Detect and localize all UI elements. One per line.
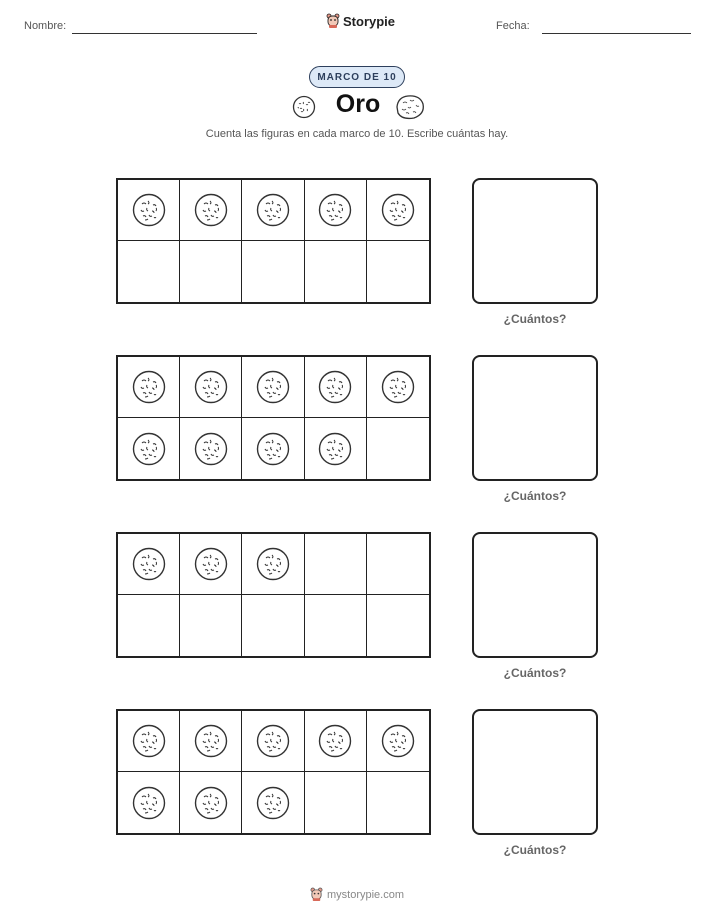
page-title: Oro: [335, 90, 381, 118]
gold-nugget-icon: [256, 193, 290, 227]
ten-frame-cell: [305, 241, 367, 302]
brand-name: Storypie: [343, 13, 396, 29]
gold-nugget-icon: [256, 786, 290, 820]
gold-nugget-icon: [318, 370, 352, 404]
ten-frame-cell: [180, 180, 242, 241]
ten-frame-cell: [242, 772, 304, 833]
answer-label: ¿Cuántos?: [503, 312, 567, 326]
gold-nugget-icon: [194, 724, 228, 758]
ten-frame-cell: [242, 418, 304, 479]
answer-box[interactable]: [472, 709, 598, 835]
gold-nugget-icon: [256, 547, 290, 581]
ten-frame-cell: [242, 534, 304, 595]
gold-nugget-icon: [318, 432, 352, 466]
gold-nugget-icon: [194, 786, 228, 820]
ten-frame-cell: [305, 595, 367, 656]
ten-frame-cell: [118, 357, 180, 418]
brand-logo: [326, 13, 395, 29]
gold-nugget-icon: [256, 724, 290, 758]
gold-nugget-icon: [394, 93, 426, 121]
gold-nugget-icon: [194, 547, 228, 581]
ten-frame-cell: [242, 711, 304, 772]
ten-frame-cell: [367, 772, 429, 833]
storypie-mascot-icon: [310, 887, 323, 902]
ten-frame-cell: [118, 534, 180, 595]
ten-frame-cell: [367, 241, 429, 302]
gold-nugget-icon: [318, 193, 352, 227]
ten-frame-cell: [180, 418, 242, 479]
ten-frame: [116, 355, 431, 481]
ten-frame-cell: [118, 180, 180, 241]
ten-frame-cell: [180, 772, 242, 833]
ten-frame-cell: [367, 711, 429, 772]
answer-box[interactable]: [472, 355, 598, 481]
gold-nugget-icon: [256, 432, 290, 466]
ten-frame-cell: [242, 241, 304, 302]
footer-url: mystorypie.com: [326, 888, 405, 901]
ten-frame-cell: [367, 595, 429, 656]
gold-nugget-icon: [132, 193, 166, 227]
ten-frame-cell: [118, 241, 180, 302]
ten-frame-cell: [180, 534, 242, 595]
ten-frame-cell: [305, 534, 367, 595]
ten-frame-cell: [305, 418, 367, 479]
gold-nugget-icon: [381, 370, 415, 404]
date-label: Fecha:: [496, 20, 530, 32]
gold-nugget-icon: [194, 370, 228, 404]
gold-nugget-icon: [132, 724, 166, 758]
instructions: Cuenta las figuras en cada marco de 10. Escribe cuántas hay.: [205, 128, 509, 140]
storypie-mascot-icon: [326, 13, 340, 29]
gold-nugget-icon: [132, 370, 166, 404]
gold-nugget-icon: [318, 724, 352, 758]
ten-frame-cell: [367, 534, 429, 595]
gold-nugget-icon: [194, 193, 228, 227]
gold-nugget-icon: [132, 786, 166, 820]
ten-frame-cell: [180, 357, 242, 418]
ten-frame-cell: [242, 180, 304, 241]
ten-frame-cell: [242, 357, 304, 418]
answer-label: ¿Cuántos?: [503, 843, 567, 857]
gold-nugget-icon: [256, 370, 290, 404]
ten-frame-cell: [180, 595, 242, 656]
gold-nugget-icon: [381, 724, 415, 758]
footer: [0, 887, 714, 902]
ten-frame-cell: [180, 711, 242, 772]
ten-frame-cell: [118, 595, 180, 656]
gold-nugget-icon: [292, 95, 316, 119]
answer-box[interactable]: [472, 178, 598, 304]
ten-frame-cell: [118, 418, 180, 479]
ten-frame: [116, 532, 431, 658]
worksheet-type-badge: MARCO DE 10: [309, 66, 405, 88]
ten-frame: [116, 178, 431, 304]
gold-nugget-icon: [381, 193, 415, 227]
ten-frame-cell: [305, 357, 367, 418]
ten-frame: [116, 709, 431, 835]
ten-frame-cell: [118, 772, 180, 833]
date-line[interactable]: [542, 33, 691, 34]
ten-frame-cell: [305, 711, 367, 772]
name-label: Nombre:: [24, 20, 67, 32]
ten-frame-cell: [180, 241, 242, 302]
gold-nugget-icon: [194, 432, 228, 466]
answer-label: ¿Cuántos?: [503, 489, 567, 503]
answer-label: ¿Cuántos?: [503, 666, 567, 680]
gold-nugget-icon: [132, 432, 166, 466]
ten-frame-cell: [367, 418, 429, 479]
answer-box[interactable]: [472, 532, 598, 658]
ten-frame-cell: [367, 357, 429, 418]
name-line[interactable]: [72, 33, 257, 34]
ten-frame-cell: [242, 595, 304, 656]
ten-frame-cell: [367, 180, 429, 241]
gold-nugget-icon: [132, 547, 166, 581]
ten-frame-cell: [305, 180, 367, 241]
ten-frame-cell: [118, 711, 180, 772]
ten-frame-cell: [305, 772, 367, 833]
